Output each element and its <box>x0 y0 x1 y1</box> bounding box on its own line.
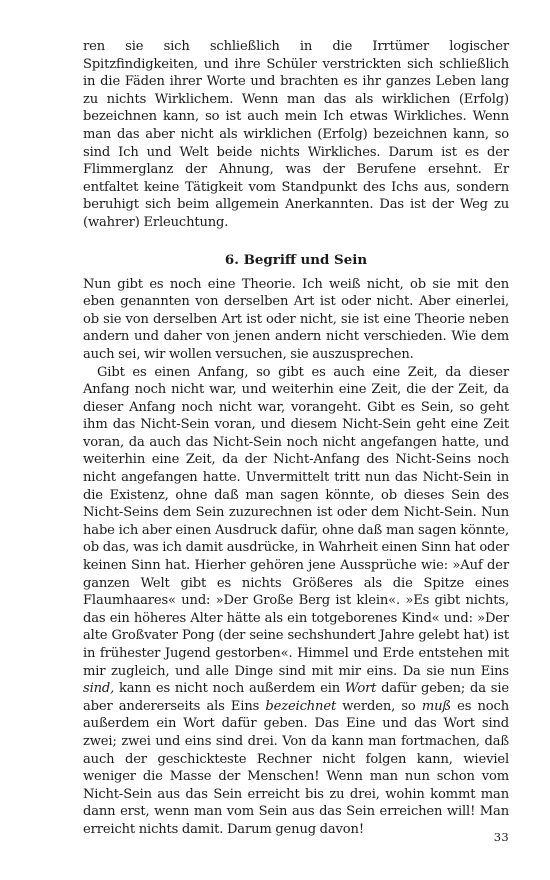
italic-word-wort: Wort <box>344 681 377 697</box>
italic-word-sind: sind, <box>83 681 115 697</box>
spacer <box>83 232 509 252</box>
page-number: 33 <box>493 830 509 844</box>
paragraph-2 <box>83 364 509 839</box>
intro-paragraph: ren sie sich schließlich in die Irrtümer logischer Spitzfindigkeiten, und ihre Schüler verstrickten sich schließlich in die Fäden ihrer Worte und brachten es ihr ganzes Leben lang zu nichts Wirklichem. Wenn man das als wirklichen (Erfolg) bezeichnen kann, so ist auch mein Ich etwas Wirkliches. Wenn man das aber nicht als wirklichen (Erfolg) bezeichnen kann, so sind Ich und Welt beide nichts Wirkliches. Darum ist es der Flimmerglanz der Ahnung, was der Berufene ersehnt. Er entfaltet keine Tätigkeit vom Standpunkt des Ichs aus, sondern beruhigt sich beim allgemein Anerkannten. Das ist der Weg zu (wahrer) Erleuchtung. <box>83 39 509 230</box>
spacer <box>83 269 509 276</box>
paragraph-1: Nun gibt es noch eine Theorie. Ich weiß nicht, ob sie mit den eben genannten von derselben Art ist oder nicht. Aber einerlei, ob sie von derselben Art ist oder nicht, sie ist eine Theorie neben andern und daher von jenen andern nicht verschieden. Wie dem auch sei, wir wollen versuchen, sie auszusprechen. <box>83 276 509 362</box>
paragraph-2-text-3: dafür geben; da sie aber andererseits als Eins <box>83 681 509 714</box>
italic-word-muss: muß <box>421 698 451 714</box>
paragraph-2-text-5: es noch außerdem ein Wort dafür geben. Das Eine und das Wort sind zwei; zwei und eins sind drei. Von da kann man fortmachen, daß auch der geschickteste Rechner nicht folgen kann, wieviel weniger die Masse der Menschen! Wenn man nun schon vom Nicht-Sein aus das Sein erreicht bis zu drei, wohin kommt man dann erst, wenn man vom Sein aus das Sein erreichen will! Man erreicht nichts damit. Darum genug davon! <box>83 698 509 837</box>
paragraph-2-text-2: kann es nicht noch außerdem ein <box>114 681 345 697</box>
paragraph-2-text-4: werden, so <box>336 698 422 714</box>
book-page-text <box>83 38 509 839</box>
italic-word-bezeichnet: bezeichnet <box>265 698 337 714</box>
paragraph-2-text-1: Gibt es einen Anfang, so gibt es auch eine Zeit, da dieser Anfang noch nicht war, und weiterhin eine Zeit, die der Zeit, da dieser Anfang noch nicht war, vorangeht. Gibt es Sein, so geht ihm das Nicht-Sein voran, und diesem Nicht-Sein geht eine Zeit voran, da auch das Nicht-Sein noch nicht angefangen hatte, und weiterhin eine Zeit, da der Nicht-Anfang des Nicht-Seins noch nicht angefangen hatte. Unvermittelt tritt nun das Nicht-Sein in die Existenz, ohne daß man sagen könnte, ob dieses Sein des Nicht-Seins dem Sein zuzurechnen ist oder dem Nicht-Sein. Nun habe ich aber einen Ausdruck dafür, ohne daß man sagen könnte, ob das, was ich damit ausdrücke, in Wahrheit einen Sinn hat oder keinen Sinn hat. Hierher gehören jene Aussprüche wie: »Auf der ganzen Welt gibt es nichts Größeres als die Spitze eines Flaumhaares« und: »Der Große Berg ist klein«. »Es gibt nichts, das ein höheres Alter hätte als ein totgeborenes Kind« und: »Der alte Großvater Pong (der seine sechshundert Jahre gelebt hat) ist in frühester Jugend gestorben«. Himmel und Erde entstehen mit mir zugleich, und alle Dinge sind mit mir eins. Da sie nun Eins <box>83 364 509 679</box>
section-heading: 6. Begriff und Sein <box>224 251 368 268</box>
